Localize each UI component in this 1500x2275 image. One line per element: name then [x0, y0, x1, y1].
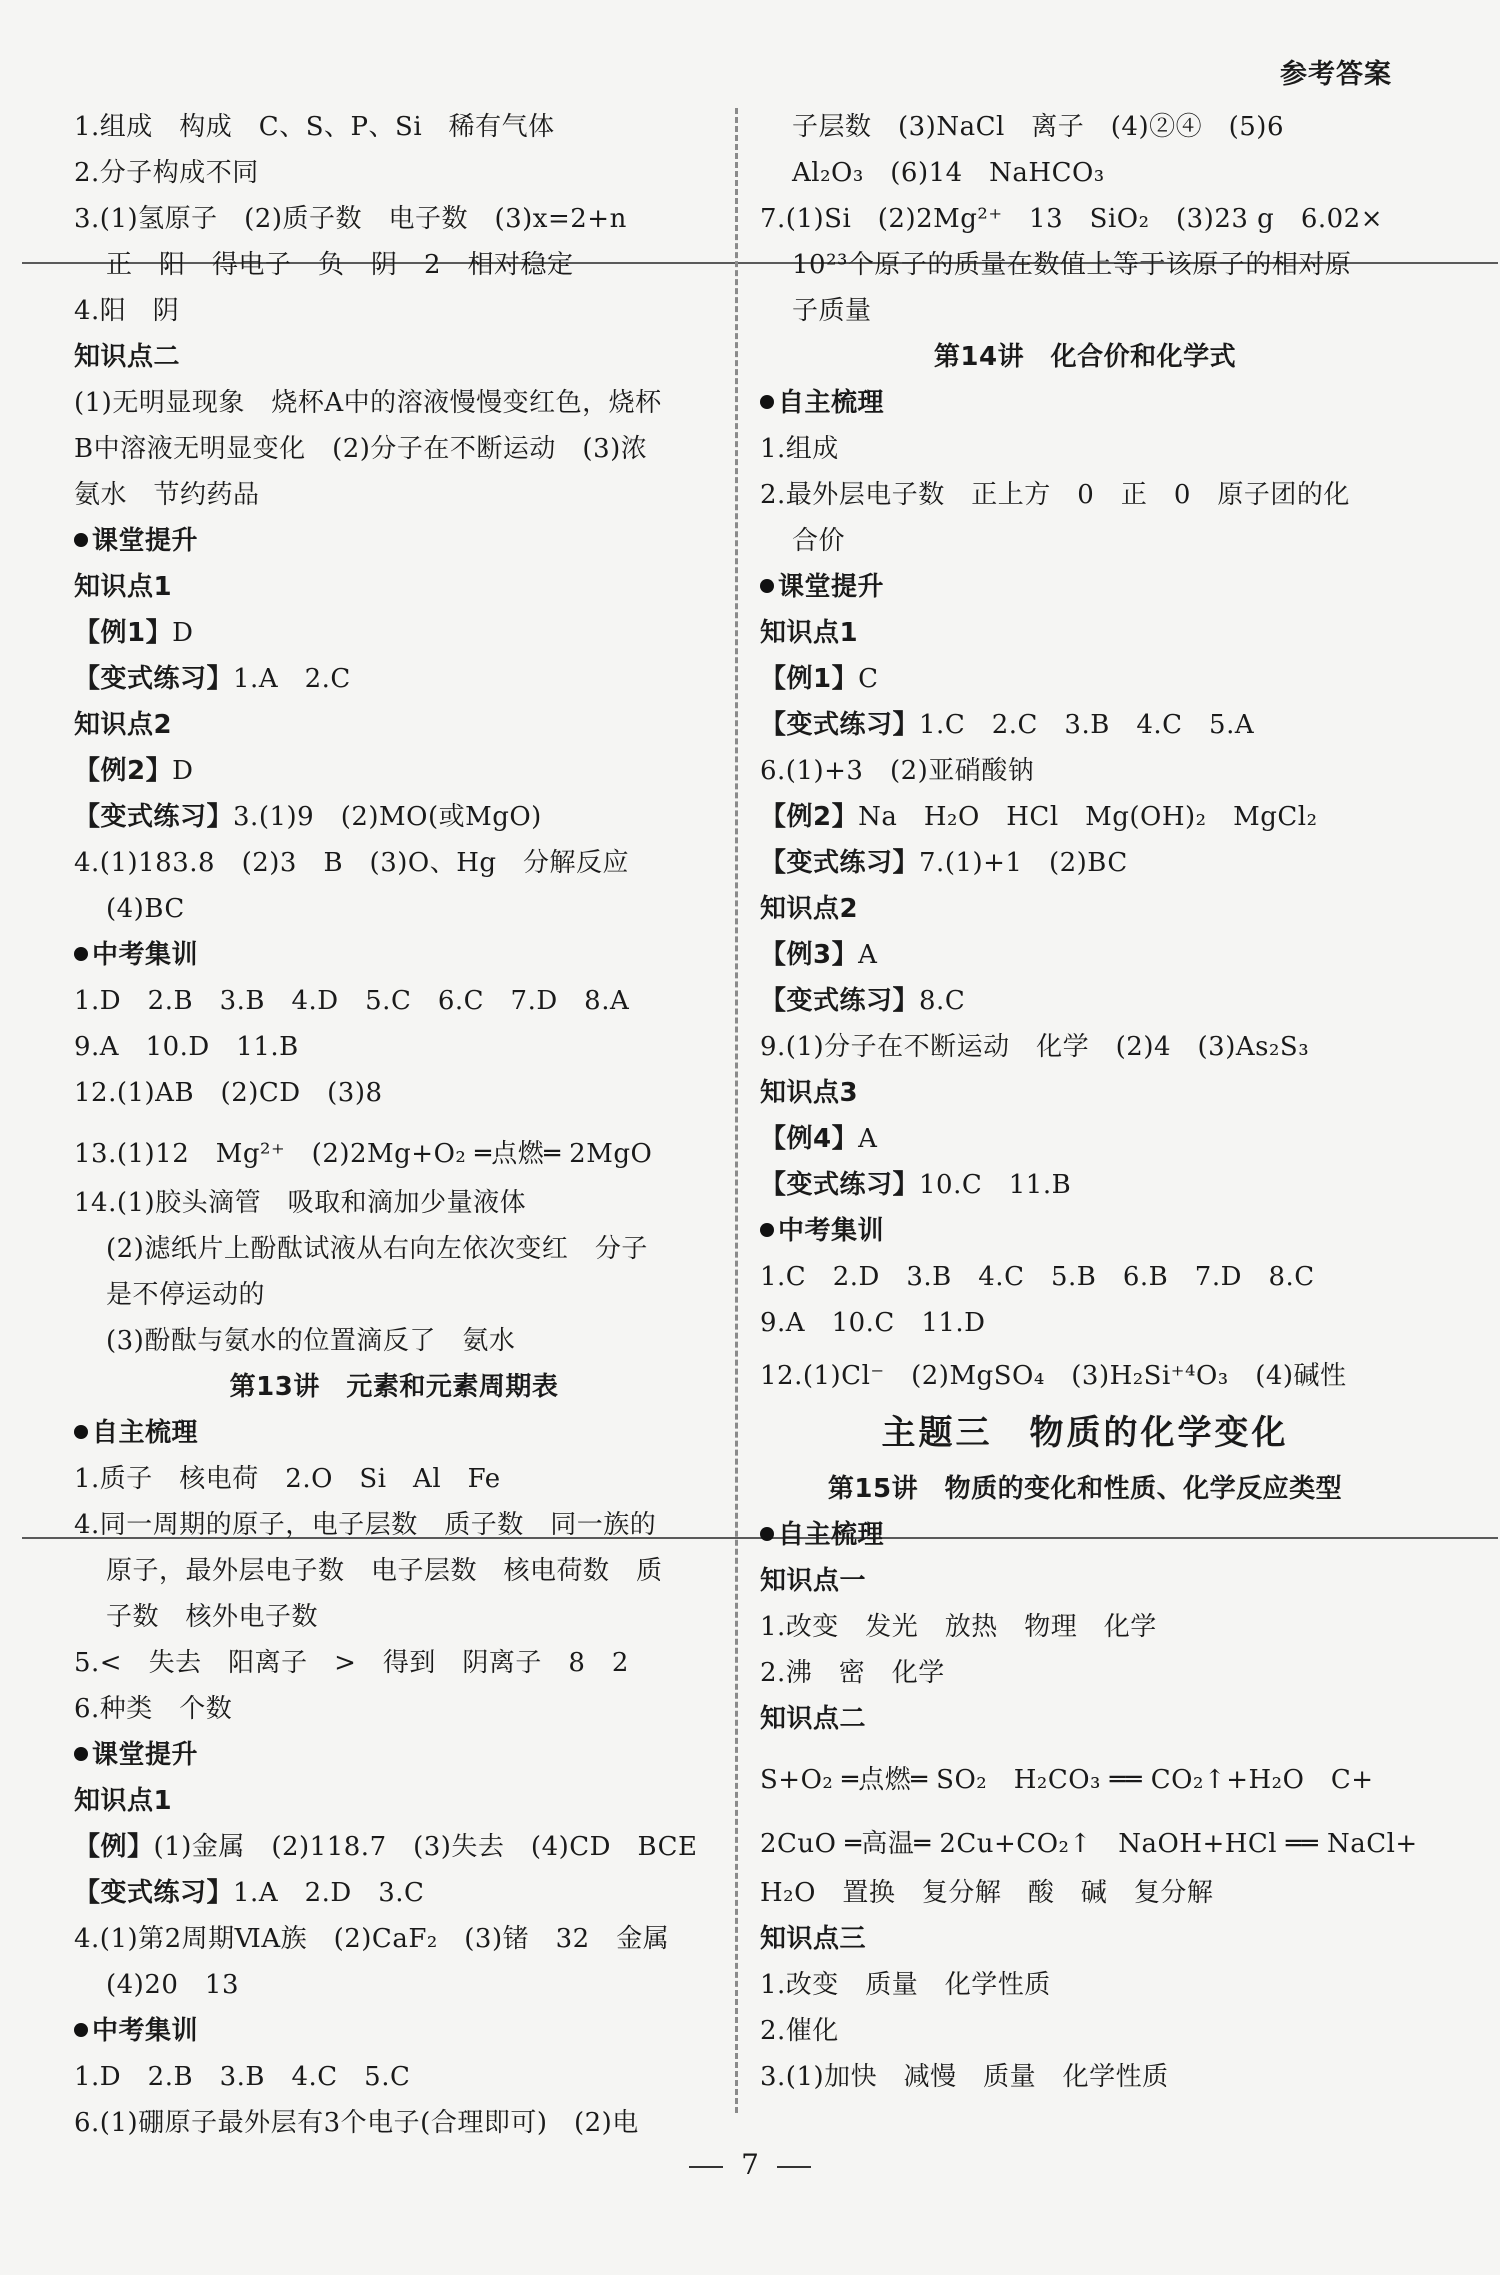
answer-line: [74, 610, 714, 656]
answer-text: 1.D 2.B 3.B 4.D 5.C 6.C 7.D 8.A: [74, 986, 630, 1016]
answer-text: 6.种类 个数: [74, 1694, 233, 1724]
answer-text: 中考集训: [92, 2016, 199, 2046]
answer-line: [74, 748, 714, 794]
answer-text: 1.A 2.D 3.C: [233, 1878, 425, 1908]
answer-text: (2)滤纸片上酚酞试液从右向左依次变红 分子: [106, 1234, 648, 1264]
answer-text: 自主梳理: [778, 1520, 885, 1550]
answer-line: [74, 932, 714, 978]
answer-line: [760, 1870, 1410, 1916]
answer-line: [760, 1300, 1410, 1346]
bullet-icon: [760, 1223, 774, 1237]
answer-line: [74, 518, 714, 564]
answer-text: 2.沸 密 化学: [760, 1658, 945, 1688]
answer-line: [74, 2100, 714, 2146]
answer-line: [74, 1594, 714, 1640]
answer-text: 3.(1)加快 减慢 质量 化学性质: [760, 2062, 1169, 2092]
answer-tag: 【变式练习】: [760, 986, 920, 1016]
answer-text: 2CuO ═高温═ 2Cu+CO₂↑ NaOH+HCl ══ NaCl+: [760, 1829, 1418, 1859]
answer-text: 课堂提升: [92, 1740, 199, 1770]
answer-text: 中考集训: [92, 940, 199, 970]
answer-text: 13.(1)12 Mg²⁺ (2)2Mg+O₂ ═点燃═ 2MgO: [74, 1139, 653, 1169]
answer-line: [74, 1180, 714, 1226]
answer-line: [74, 1410, 714, 1456]
answer-text: 自主梳理: [778, 388, 885, 418]
answer-tag: 【例2】: [74, 756, 173, 786]
answer-line: [74, 242, 714, 288]
answer-text: S+O₂ ═点燃═ SO₂ H₂CO₃ ══ CO₂↑+H₂O C+: [760, 1765, 1374, 1795]
answer-text: 知识点一: [760, 1566, 867, 1596]
answer-line: [74, 886, 714, 932]
answer-line: [74, 288, 714, 334]
answer-text: (1)无明显现象 烧杯A中的溶液慢慢变红色，烧杯: [74, 388, 662, 418]
answer-line: [760, 1024, 1410, 1070]
answer-text: 10²³个原子的质量在数值上等于该原子的相对原: [792, 250, 1352, 280]
answer-line: [760, 1806, 1418, 1870]
answer-text: 第14讲 化合价和化学式: [933, 342, 1237, 372]
answer-line: [74, 2008, 714, 2054]
answer-line: [760, 1512, 1410, 1558]
answer-line: [74, 1686, 714, 1732]
answer-line: [760, 794, 1410, 840]
page-number: 7: [741, 2148, 759, 2181]
answer-line: [760, 518, 1410, 564]
answer-tag: 【例1】: [760, 664, 859, 694]
answer-text: 1.A 2.C: [233, 664, 351, 694]
answer-text: A: [858, 940, 878, 970]
answer-line: [74, 1640, 714, 1686]
answer-line: [74, 1916, 714, 1962]
answer-line: [760, 702, 1410, 748]
answer-text: 知识点1: [74, 572, 173, 602]
answer-line: [760, 242, 1410, 288]
page-header: 参考答案: [1280, 59, 1392, 90]
answer-text: C: [858, 664, 879, 694]
page-footer: [0, 2148, 1500, 2181]
answer-text: 1.质子 核电荷 2.O Si Al Fe: [74, 1464, 501, 1494]
answer-line: [760, 196, 1410, 242]
answer-line: [760, 1466, 1410, 1512]
answer-line: [74, 334, 714, 380]
answer-text: 12.(1)AB (2)CD (3)8: [74, 1078, 383, 1108]
answer-line: [760, 1916, 1410, 1962]
answer-text: 9.(1)分子在不断运动 化学 (2)4 (3)As₂S₃: [760, 1032, 1310, 1062]
answer-line: [74, 196, 714, 242]
answer-tag: 【变式练习】: [74, 1878, 234, 1908]
answer-text: 氨水 节约药品: [74, 480, 260, 510]
answer-tag: 【变式练习】: [760, 710, 920, 740]
answer-tag: 【变式练习】: [74, 802, 234, 832]
answer-line: [74, 1824, 714, 1870]
answer-line: [760, 1162, 1410, 1208]
answer-text: 课堂提升: [92, 526, 199, 556]
answer-text: 第15讲 物质的变化和性质、化学反应类型: [827, 1474, 1343, 1504]
answer-text: 4.(1)183.8 (2)3 B (3)O、Hg 分解反应: [74, 848, 630, 878]
answer-text: 9.A 10.D 11.B: [74, 1032, 299, 1062]
answer-line: [74, 380, 714, 426]
answer-text: 正 阳 得电子 负 阴 2 相对稳定: [106, 250, 574, 280]
answer-line: [760, 840, 1410, 886]
answer-text: 子质量: [792, 296, 872, 326]
answer-text: 1.改变 质量 化学性质: [760, 1970, 1051, 2000]
answer-line: [760, 1604, 1410, 1650]
answer-text: 14.(1)胶头滴管 吸取和滴加少量液体: [74, 1188, 527, 1218]
answer-text: 4.阳 阴: [74, 296, 180, 326]
answer-text: 是不停运动的: [106, 1280, 266, 1310]
answer-line: [74, 1116, 714, 1180]
answer-line: [760, 426, 1410, 472]
answer-line: [760, 1254, 1410, 1300]
answer-line: [760, 288, 1410, 334]
answer-text: 6.(1)硼原子最外层有3个电子(合理即可) (2)电: [74, 2108, 639, 2138]
answer-line: [760, 978, 1410, 1024]
answer-text: 12.(1)Cl⁻ (2)MgSO₄ (3)H₂Si⁺⁴O₃ (4)碱性: [760, 1361, 1347, 1391]
answer-tag: 【例1】: [74, 618, 173, 648]
answer-line: [74, 1024, 714, 1070]
answer-line: [74, 794, 714, 840]
answer-text: 知识点1: [74, 1786, 173, 1816]
answer-text: 合价: [792, 526, 846, 556]
answer-line: [74, 2054, 714, 2100]
answer-text: 子层数 (3)NaCl 离子 (4)②④ (5)6: [792, 112, 1284, 142]
answer-tag: 【变式练习】: [760, 1170, 920, 1200]
answer-text: 3.(1)9 (2)MO(或MgO): [233, 802, 542, 832]
answer-line: [760, 932, 1410, 978]
answer-tag: 【变式练习】: [760, 848, 920, 878]
answer-text: (4)20 13: [106, 1970, 239, 2000]
right-column: [760, 104, 1418, 2100]
answer-text: 10.C 11.B: [919, 1170, 1072, 1200]
answer-text: 1.组成: [760, 434, 839, 464]
answer-line: [760, 380, 1410, 426]
answer-line: [74, 1778, 714, 1824]
answer-text: D: [172, 618, 194, 648]
answer-line: [760, 1962, 1410, 2008]
answer-line: [760, 886, 1410, 932]
answer-text: D: [172, 756, 194, 786]
answer-text: 知识点2: [760, 894, 859, 924]
answer-line: [74, 1732, 714, 1778]
answer-text: 1.改变 发光 放热 物理 化学: [760, 1612, 1157, 1642]
answer-text: 2.分子构成不同: [74, 158, 259, 188]
answer-text: 1.D 2.B 3.B 4.C 5.C: [74, 2062, 411, 2092]
answer-text: 1.C 2.C 3.B 4.C 5.A: [919, 710, 1255, 740]
answer-line: [74, 150, 714, 196]
answer-tag: 【例4】: [760, 1124, 859, 1154]
answer-line: [760, 2054, 1410, 2100]
left-column: [74, 104, 714, 2146]
answer-line: [760, 564, 1410, 610]
answer-line: [760, 1070, 1410, 1116]
answer-text: Na H₂O HCl Mg(OH)₂ MgCl₂: [858, 802, 1318, 832]
answer-text: (4)BC: [106, 894, 185, 924]
answer-line: [74, 702, 714, 748]
answer-tag: 【例】: [74, 1832, 154, 1862]
answer-text: 子数 核外电子数: [106, 1602, 319, 1632]
answer-text: 5.< 失去 阳离子 > 得到 阴离子 8 2: [74, 1648, 629, 1678]
answer-line: [760, 1208, 1410, 1254]
answer-text: 7.(1)+1 (2)BC: [919, 848, 1128, 878]
answer-line: [760, 2008, 1410, 2054]
answer-line: [760, 1696, 1410, 1742]
answer-line: [74, 472, 714, 518]
answer-text: 知识点2: [74, 710, 173, 740]
bullet-icon: [74, 1425, 88, 1439]
answer-text: 3.(1)氢原子 (2)质子数 电子数 (3)x=2+n: [74, 204, 627, 234]
answer-tag: 【变式练习】: [74, 664, 234, 694]
answer-line: [760, 748, 1410, 794]
answer-text: 9.A 10.C 11.D: [760, 1308, 986, 1338]
answer-text: 2.最外层电子数 正上方 0 正 0 原子团的化: [760, 480, 1350, 510]
answer-line: [760, 472, 1410, 518]
answer-text: 1.C 2.D 3.B 4.C 5.B 6.B 7.D 8.C: [760, 1262, 1315, 1292]
answer-text: 知识点二: [760, 1704, 867, 1734]
answer-line: [760, 1558, 1410, 1604]
answer-text: 8.C: [919, 986, 966, 1016]
answer-text: (3)酚酞与氨水的位置滴反了 氨水: [106, 1326, 516, 1356]
answer-line: [74, 1318, 714, 1364]
answer-text: 知识点1: [760, 618, 859, 648]
answer-line: [74, 1456, 714, 1502]
answer-text: 知识点3: [760, 1078, 859, 1108]
bullet-icon: [74, 533, 88, 547]
answer-text: 4.(1)第2周期ⅥA族 (2)CaF₂ (3)锗 32 金属: [74, 1924, 670, 1954]
answer-text: 6.(1)+3 (2)亚硝酸钠: [760, 756, 1035, 786]
answer-text: A: [858, 1124, 878, 1154]
answer-line: [760, 1116, 1410, 1162]
answer-line: [74, 1070, 714, 1116]
answer-text: H₂O 置换 复分解 酸 碱 复分解: [760, 1878, 1214, 1908]
answer-text: 课堂提升: [778, 572, 885, 602]
answer-text: 7.(1)Si (2)2Mg²⁺ 13 SiO₂ (3)23 g 6.02×: [760, 204, 1383, 234]
answer-line: [74, 1548, 714, 1594]
answer-line: [760, 1400, 1410, 1466]
answer-line: [760, 1742, 1410, 1806]
answer-text: 2.催化: [760, 2016, 839, 2046]
answer-line: [74, 1870, 714, 1916]
answer-text: 自主梳理: [92, 1418, 199, 1448]
answer-line: [760, 104, 1410, 150]
answer-line: [760, 610, 1410, 656]
answer-tag: 【例2】: [760, 802, 859, 832]
answer-line: [760, 150, 1410, 196]
answer-text: 4.同一周期的原子，电子层数 质子数 同一族的: [74, 1510, 657, 1540]
answer-line: [74, 978, 714, 1024]
answer-line: [74, 1502, 714, 1548]
answer-text: 原子，最外层电子数 电子层数 核电荷数 质: [106, 1556, 663, 1586]
answer-line: [74, 840, 714, 886]
answer-text: Al₂O₃ (6)14 NaHCO₃: [792, 158, 1105, 188]
answer-text: 知识点三: [760, 1924, 867, 1954]
answer-line: [760, 656, 1410, 702]
bullet-icon: [74, 1747, 88, 1761]
answer-line: [74, 1272, 714, 1318]
column-divider: [735, 108, 738, 2113]
answer-line: [760, 1650, 1410, 1696]
answer-text: 主题三 物质的化学变化: [881, 1413, 1289, 1453]
answer-line: [74, 656, 714, 702]
answer-text: 1.组成 构成 C、S、P、Si 稀有气体: [74, 112, 555, 142]
answer-tag: 【例3】: [760, 940, 859, 970]
answer-line: [760, 1346, 1410, 1400]
footer-dash-left: [689, 2166, 723, 2168]
bullet-icon: [760, 579, 774, 593]
footer-dash-right: [777, 2166, 811, 2168]
answer-line: [74, 1226, 714, 1272]
answer-line: [74, 564, 714, 610]
answer-text: 第13讲 元素和元素周期表: [229, 1372, 559, 1402]
answer-text: 知识点二: [74, 342, 181, 372]
answer-text: 中考集训: [778, 1216, 885, 1246]
answer-line: [74, 426, 714, 472]
answer-line: [74, 104, 714, 150]
bullet-icon: [760, 1527, 774, 1541]
bullet-icon: [74, 2023, 88, 2037]
answer-line: [74, 1962, 714, 2008]
bullet-icon: [74, 947, 88, 961]
answer-line: [760, 334, 1410, 380]
answer-text: (1)金属 (2)118.7 (3)失去 (4)CD BCE: [153, 1832, 698, 1862]
answer-text: B中溶液无明显变化 (2)分子在不断运动 (3)浓: [74, 434, 648, 464]
answer-line: [74, 1364, 714, 1410]
bullet-icon: [760, 395, 774, 409]
